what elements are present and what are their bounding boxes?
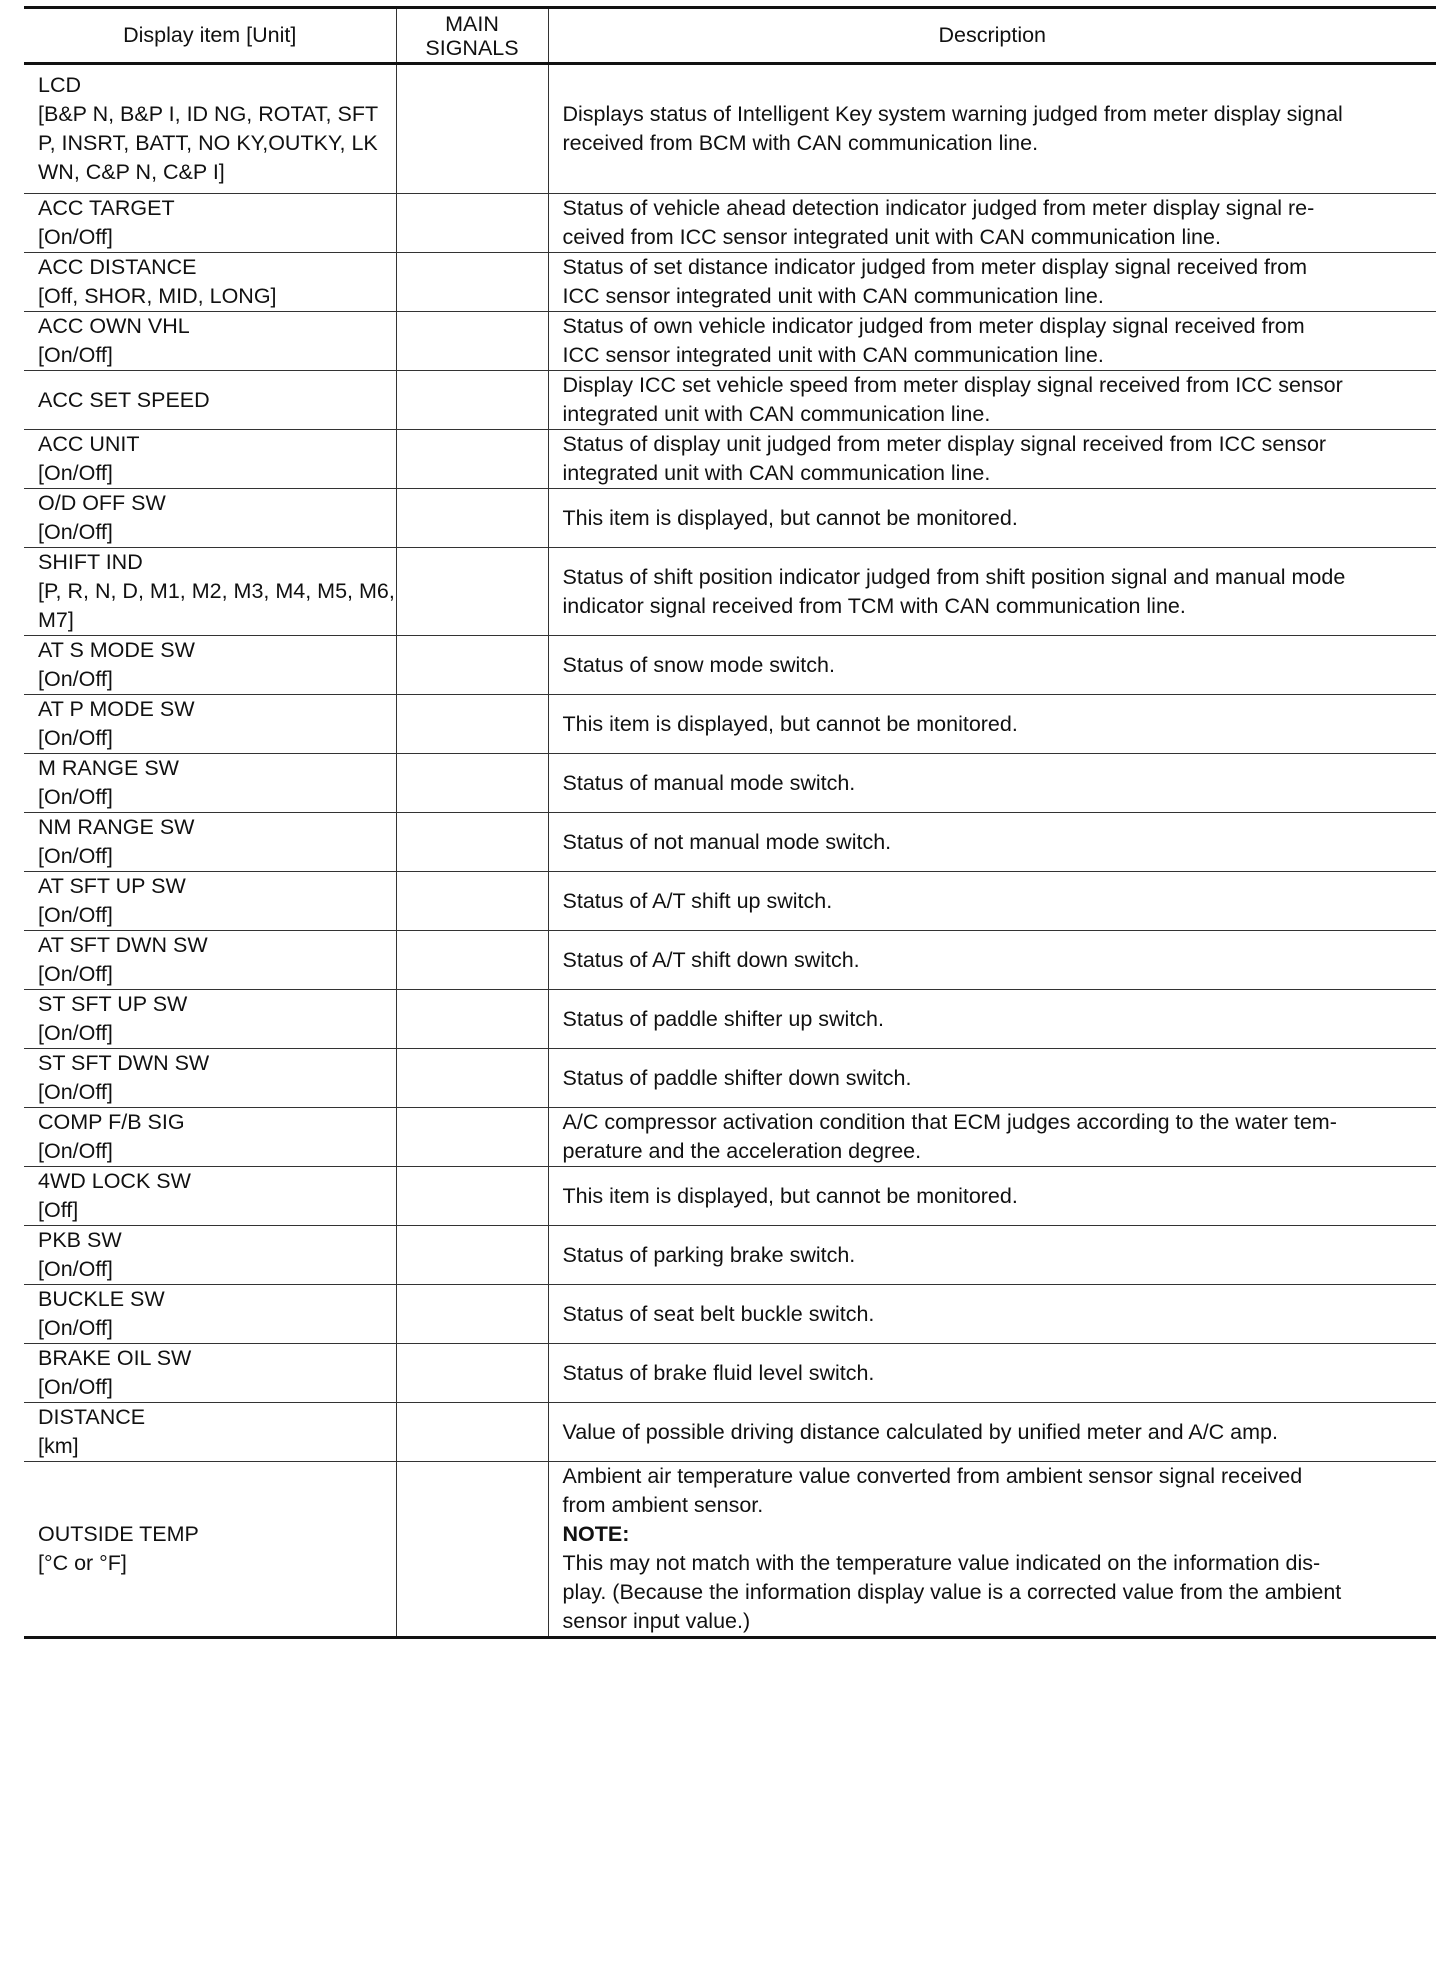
note-line: play. (Because the information display value is a corrected value from the ambient [562,1580,1342,1604]
description-cell [548,1462,1436,1638]
table-row [24,872,1436,931]
description-line: indicator signal received from TCM with CAN communication line. [562,593,1186,618]
display-item-unit: [On/Off] [38,520,113,544]
description-cell [548,1049,1436,1108]
display-item-cell [24,548,396,636]
description-line: This item is displayed, but cannot be monitored. [562,711,1018,736]
display-item-name: ACC OWN VHL [38,314,190,338]
display-item-name: PKB SW [38,1228,122,1252]
display-item-unit: [On/Off] [38,343,113,367]
main-signals-cell [396,1344,548,1403]
display-item-cell [24,1285,396,1344]
table-row [24,1462,1436,1638]
display-item-table [24,6,1436,1639]
display-item-cell [24,636,396,695]
description-line: A/C compressor activation condition that ECM judges according to the water tem- [562,1110,1337,1134]
display-item-unit: [On/Off] [38,785,113,809]
description-line: Status of set distance indicator judged from meter display signal received from [562,255,1308,279]
display-item-unit: [On/Off] [38,844,113,868]
table-row [24,636,1436,695]
display-item-name: LCD [38,73,82,97]
table-row [24,253,1436,312]
main-signals-cell [396,813,548,872]
main-signals-cell [396,695,548,754]
description-cell [548,312,1436,371]
description-line: Ambient air temperature value converted from ambient sensor signal received [562,1464,1303,1488]
main-signals-cell [396,371,548,430]
description-line: ceived from ICC sensor integrated unit with CAN communication line. [562,225,1221,249]
description-line: ICC sensor integrated unit with CAN communication line. [562,284,1104,308]
display-item-name: NM RANGE SW [38,815,195,839]
description-line: Status of manual mode switch. [562,770,856,795]
display-item-unit: M7] [38,608,74,632]
display-item-cell [24,1462,396,1638]
display-item-unit: [On/Off] [38,225,113,249]
description-cell [548,754,1436,813]
main-signals-cell [396,194,548,253]
display-item-name: ACC SET SPEED [38,387,210,412]
description-line: Status of paddle shifter down switch. [562,1065,912,1090]
display-item-unit: [B&P N, B&P I, ID NG, ROTAT, SFT [38,102,379,126]
display-item-name: COMP F/B SIG [38,1110,185,1134]
table-row [24,1226,1436,1285]
header-display-item: Display item [Unit] [24,8,396,64]
display-item-name: AT S MODE SW [38,638,195,662]
header-main-signals: MAIN SIGNALS [396,8,548,64]
description-cell [548,64,1436,194]
display-item-unit: [On/Off] [38,1316,113,1340]
description-line: Status of seat belt buckle switch. [562,1301,875,1326]
display-item-cell [24,1108,396,1167]
main-signals-cell [396,253,548,312]
description-line: integrated unit with CAN communication line. [562,402,991,426]
display-item-name: ACC TARGET [38,196,175,220]
description-line: integrated unit with CAN communication line. [562,461,991,485]
display-item-cell [24,489,396,548]
table-row [24,371,1436,430]
description-line: Status of shift position indicator judged from shift position signal and manual mode [562,564,1346,589]
display-item-unit: [On/Off] [38,1080,113,1104]
header-description: Description [548,8,1436,64]
display-item-cell [24,931,396,990]
description-line: Status of snow mode switch. [562,652,835,677]
note-line: This may not match with the temperature value indicated on the information dis- [562,1551,1321,1575]
display-item-cell [24,194,396,253]
description-cell [548,1403,1436,1462]
description-line: Displays status of Intelligent Key system warning judged from meter display signal [562,102,1343,126]
table-header-row [24,8,1436,64]
table-row [24,312,1436,371]
main-signals-cell [396,64,548,194]
main-signals-cell [396,1049,548,1108]
main-signals-cell [396,1462,548,1638]
description-line: perature and the acceleration degree. [562,1139,922,1163]
display-item-unit: [On/Off] [38,726,113,750]
table-row [24,754,1436,813]
table-row [24,489,1436,548]
display-item-unit: [Off] [38,1198,79,1222]
display-item-cell [24,754,396,813]
description-line: received from BCM with CAN communication line. [562,131,1039,155]
display-item-unit: [On/Off] [38,1257,113,1281]
main-signals-cell [396,1403,548,1462]
main-signals-cell [396,872,548,931]
display-item-name: AT SFT DWN SW [38,933,208,957]
display-item-unit: P, INSRT, BATT, NO KY,OUTKY, LK [38,131,378,155]
description-line: This item is displayed, but cannot be monitored. [562,1183,1018,1208]
description-cell [548,371,1436,430]
description-cell [548,1285,1436,1344]
display-item-cell [24,1226,396,1285]
main-signals-cell [396,1108,548,1167]
description-cell [548,931,1436,990]
display-item-name: BUCKLE SW [38,1287,165,1311]
display-item-name: ACC UNIT [38,432,140,456]
table-body [24,8,1436,1638]
table-row [24,1049,1436,1108]
main-signals-cell [396,1226,548,1285]
description-cell [548,872,1436,931]
description-line: This item is displayed, but cannot be monitored. [562,505,1018,530]
note-label: NOTE: [562,1522,630,1546]
display-item-name: ACC DISTANCE [38,255,197,279]
display-item-name: O/D OFF SW [38,491,166,515]
display-item-name: SHIFT IND [38,550,143,574]
display-item-unit: [On/Off] [38,667,113,691]
description-line: Status of vehicle ahead detection indicator judged from meter display signal re- [562,196,1315,220]
display-item-name: AT SFT UP SW [38,874,186,898]
description-line: Status of A/T shift up switch. [562,888,833,913]
display-item-unit: [°C or °F] [38,1551,127,1575]
table-row [24,548,1436,636]
table-row [24,1108,1436,1167]
display-item-cell [24,253,396,312]
display-item-name: OUTSIDE TEMP [38,1522,199,1546]
main-signals-cell [396,489,548,548]
description-cell [548,194,1436,253]
description-line: Status of A/T shift down switch. [562,947,860,972]
table-row [24,1167,1436,1226]
display-item-unit: WN, C&P N, C&P I] [38,160,225,184]
display-item-unit: [km] [38,1434,79,1458]
display-item-cell [24,1403,396,1462]
display-item-cell [24,64,396,194]
table-row [24,1285,1436,1344]
description-cell [548,548,1436,636]
display-item-unit: [On/Off] [38,1021,113,1045]
main-signals-cell [396,1285,548,1344]
display-item-cell [24,1344,396,1403]
display-item-unit: [On/Off] [38,461,113,485]
description-cell [548,430,1436,489]
display-item-cell [24,872,396,931]
display-item-unit: [On/Off] [38,962,113,986]
table-row [24,990,1436,1049]
table-row [24,1403,1436,1462]
description-cell [548,489,1436,548]
display-item-cell [24,371,396,430]
display-item-cell [24,1049,396,1108]
display-item-cell [24,1167,396,1226]
description-cell [548,695,1436,754]
table-row [24,931,1436,990]
description-line: Value of possible driving distance calculated by unified meter and A/C amp. [562,1419,1278,1444]
display-item-cell [24,430,396,489]
main-signals-cell [396,312,548,371]
description-cell [548,253,1436,312]
description-line: Status of display unit judged from meter display signal received from ICC sensor [562,432,1327,456]
main-signals-cell [396,754,548,813]
display-item-unit: [P, R, N, D, M1, M2, M3, M4, M5, M6, [38,579,395,603]
main-signals-cell [396,931,548,990]
description-cell [548,990,1436,1049]
display-item-name: AT P MODE SW [38,697,195,721]
display-item-cell [24,813,396,872]
main-signals-cell [396,548,548,636]
display-item-name: ST SFT UP SW [38,992,188,1016]
note-line: sensor input value.) [562,1609,751,1633]
table-row [24,1344,1436,1403]
description-cell [548,1167,1436,1226]
description-line: Status of parking brake switch. [562,1242,856,1267]
display-item-name: ST SFT DWN SW [38,1051,210,1075]
description-cell [548,1344,1436,1403]
description-line: Display ICC set vehicle speed from meter display signal received from ICC sensor [562,373,1343,397]
display-item-unit: [On/Off] [38,1139,113,1163]
display-item-name: DISTANCE [38,1405,146,1429]
description-cell [548,813,1436,872]
description-cell [548,1108,1436,1167]
display-item-name: BRAKE OIL SW [38,1346,192,1370]
main-signals-cell [396,1167,548,1226]
main-signals-cell [396,990,548,1049]
display-item-cell [24,990,396,1049]
table-row [24,813,1436,872]
description-line: Status of own vehicle indicator judged from meter display signal received from [562,314,1305,338]
display-item-unit: [Off, SHOR, MID, LONG] [38,284,277,308]
display-item-name: M RANGE SW [38,756,179,780]
display-item-unit: [On/Off] [38,1375,113,1399]
table-row [24,64,1436,194]
description-cell [548,636,1436,695]
display-item-name: 4WD LOCK SW [38,1169,191,1193]
main-signals-cell [396,430,548,489]
description-line: ICC sensor integrated unit with CAN communication line. [562,343,1104,367]
main-signals-cell [396,636,548,695]
description-line: Status of brake fluid level switch. [562,1360,875,1385]
display-item-cell [24,312,396,371]
description-line: from ambient sensor. [562,1493,764,1517]
description-line: Status of paddle shifter up switch. [562,1006,884,1031]
table-row [24,430,1436,489]
display-item-unit: [On/Off] [38,903,113,927]
table-row [24,194,1436,253]
display-item-cell [24,695,396,754]
table-row [24,695,1436,754]
description-cell [548,1226,1436,1285]
description-line: Status of not manual mode switch. [562,829,892,854]
